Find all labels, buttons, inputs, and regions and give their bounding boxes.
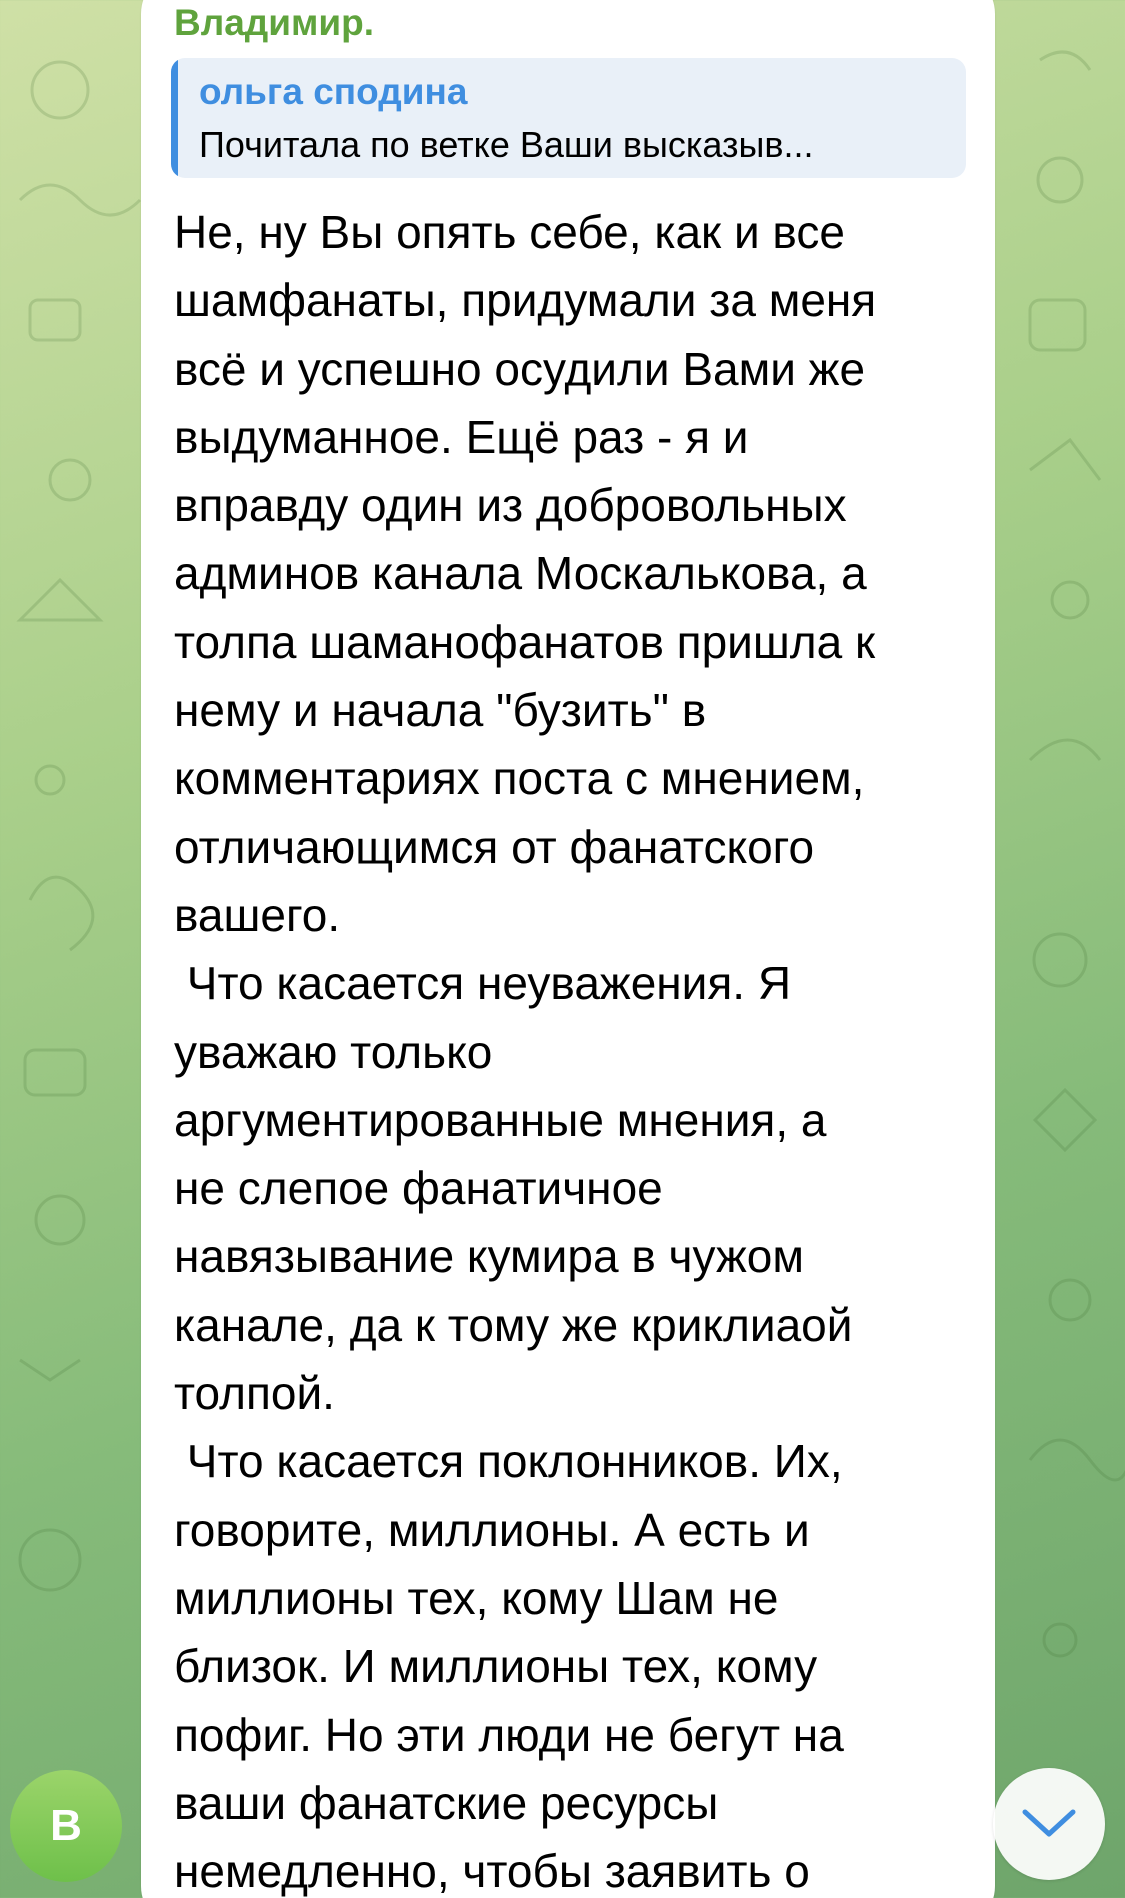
chevron-down-icon — [1019, 1806, 1079, 1842]
reply-accent-bar — [171, 58, 178, 178]
message-line: Что касается неуважения. Я — [174, 957, 792, 1010]
message-line: отличающимся от фанатского — [174, 820, 815, 873]
message-line: навязывание кумира в чужом — [174, 1230, 805, 1283]
message-line: канале, да к тому же криклиаой — [174, 1298, 853, 1351]
reply-snippet: Почитала по ветке Ваши высказыв... — [199, 124, 814, 165]
message-line: близок. И миллионы тех, кому — [174, 1640, 818, 1693]
message-line: аргументированные мнения, а — [174, 1093, 827, 1146]
message-line: вашего. — [174, 888, 341, 941]
scroll-down-button[interactable] — [993, 1768, 1105, 1880]
message-line: всё и успешно осудили Вами же — [174, 342, 866, 395]
message-line: админов канала Москалькова, а — [174, 547, 867, 600]
message-text — [174, 198, 974, 1898]
message-line: вправду один из добровольных — [174, 479, 847, 532]
message-line: немедленно, чтобы заявить о — [174, 1845, 810, 1898]
message-line: нему и начала "бузить" в — [174, 684, 707, 737]
message-line: уважаю только — [174, 1025, 493, 1078]
reply-author: ольга сподина — [199, 71, 468, 112]
message-line: миллионы тех, кому Шам не — [174, 1571, 779, 1624]
sender-name[interactable]: Владимир. — [174, 2, 375, 43]
message-line: не слепое фанатичное — [174, 1162, 663, 1215]
message-line: ваши фанатские ресурсы — [174, 1776, 719, 1829]
message-line: выдуманное. Ещё раз - я и — [174, 410, 749, 463]
message-line: толпой. — [174, 1367, 335, 1420]
reply-quote[interactable] — [171, 58, 966, 178]
message-line: толпа шаманофанатов пришла к — [174, 615, 876, 668]
message-line: говорите, миллионы. А есть и — [174, 1503, 810, 1556]
message-line: пофиг. Но эти люди не бегут на — [174, 1708, 844, 1761]
message-line: Что касается поклонников. Их, — [174, 1435, 843, 1488]
message-line: комментариях поста с мнением, — [174, 752, 865, 805]
message-line: Не, ну Вы опять себе, как и все — [174, 206, 845, 258]
avatar[interactable]: В — [10, 1770, 122, 1882]
message-line: шамфанаты, придумали за меня — [174, 274, 877, 327]
